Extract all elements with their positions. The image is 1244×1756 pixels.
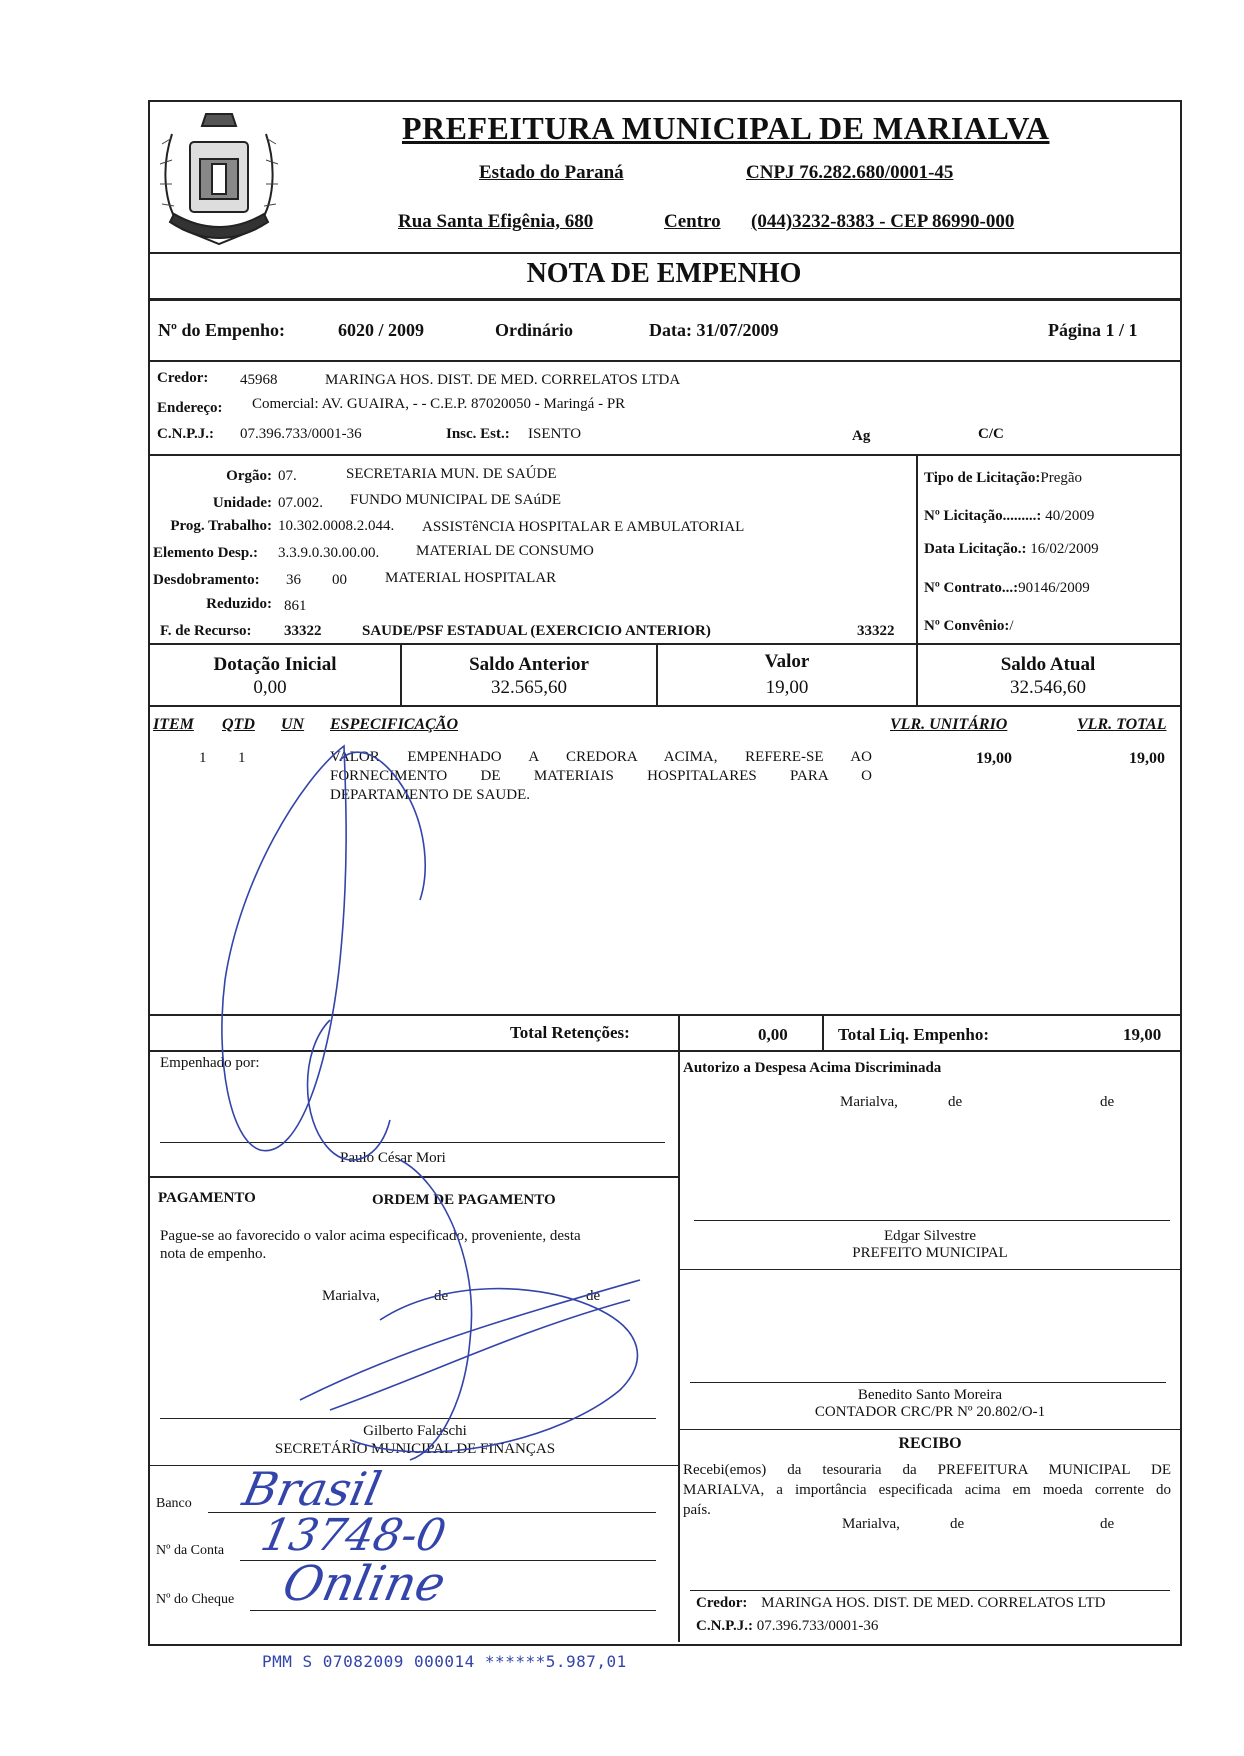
state-name: Estado do Paraná [479, 162, 624, 183]
tipo-licitacao-value: Pregão [1040, 470, 1083, 486]
autorizo-de-2: de [1100, 1094, 1115, 1110]
divider [678, 1014, 680, 1050]
numero-convenio [924, 618, 1014, 635]
pagamento-text-2: nota de empenho. [160, 1246, 267, 1262]
total-liquido-label: Total Liq. Empenho: [838, 1025, 989, 1044]
divider [148, 1050, 1180, 1052]
divider [916, 454, 918, 644]
recibo-cnpj [696, 1618, 878, 1635]
prog-trabalho-name: ASSISTêNCIA HOSPITALAR E AMBULATORIAL [422, 519, 745, 535]
item-desc-line-1: VALOR EMPENHADO A CREDORA ACIMA, REFERE-SE AO [330, 749, 872, 765]
empenho-number: 6020 / 2009 [338, 320, 425, 340]
fonte-recurso-code-2: 33322 [857, 623, 895, 639]
banco-handwritten: Brasil [238, 1462, 386, 1516]
data-licitacao-label: Data Licitação.: [924, 541, 1027, 557]
signature-line [690, 1590, 1170, 1591]
divider [678, 1429, 1180, 1430]
item-qtd: 1 [238, 750, 246, 766]
page-number: Página 1 / 1 [1048, 320, 1138, 340]
tipo-licitacao [924, 470, 1082, 487]
conta-handwritten: 13748-0 [256, 1510, 451, 1561]
divider [148, 1014, 1180, 1016]
numero-licitacao-label: Nº Licitação.........: [924, 508, 1042, 524]
insc-label: Insc. Est.: [446, 426, 510, 442]
desdobramento-subcode: 00 [332, 572, 347, 588]
saldo-atual-label: Saldo Atual [1000, 654, 1096, 675]
divider [678, 1269, 1180, 1270]
item-desc-line-3: DEPARTAMENTO DE SAUDE. [330, 787, 530, 803]
banco-label: Banco [156, 1496, 192, 1511]
numero-licitacao [924, 508, 1094, 525]
credor-label: Credor: [157, 370, 209, 386]
tipo-licitacao-label: Tipo de Licitação: [924, 470, 1041, 486]
pagamento-de-2: de [586, 1288, 601, 1304]
valor-value: 19,00 [765, 677, 809, 698]
footer-stamp: PMM S 07082009 000014 ******5.987,01 [262, 1652, 627, 1671]
ordem-pagamento-label: ORDEM DE PAGAMENTO [372, 1192, 556, 1208]
numero-convenio-value: / [1009, 618, 1014, 634]
saldo-anterior-label: Saldo Anterior [469, 654, 589, 675]
credor-code: 45968 [240, 372, 278, 388]
data-licitacao [924, 541, 1099, 558]
dotacao-value: 0,00 [253, 677, 287, 698]
unidade-label: Unidade: [212, 495, 272, 511]
valor-label: Valor [764, 651, 810, 672]
document-title: NOTA DE EMPENHO [526, 258, 802, 289]
total-liquido-value: 19,00 [1123, 1025, 1162, 1044]
col-especificacao: ESPECIFICAÇÃO [330, 716, 459, 733]
conta-corrente-label: C/C [978, 426, 1004, 442]
divider [822, 1014, 824, 1050]
pagamento-de-1: de [434, 1288, 449, 1304]
total-retencoes-label: Total Retenções: [510, 1023, 630, 1042]
recibo-text-3: país. [683, 1502, 711, 1518]
municipal-crest-logo [152, 104, 286, 252]
numero-contrato-value: 90146/2009 [1018, 580, 1090, 596]
item-number: 1 [199, 750, 207, 766]
autorizo-despesa: Autorizo a Despesa Acima Discriminada [683, 1060, 942, 1076]
recibo-marialva: Marialva, [842, 1516, 900, 1532]
orgao-code: 07. [278, 468, 297, 484]
recibo-cnpj-label: C.N.P.J.: [696, 1618, 753, 1634]
page-title: PREFEITURA MUNICIPAL DE MARIALVA [402, 110, 1050, 146]
numero-licitacao-value: 40/2009 [1045, 508, 1095, 524]
divider [148, 360, 1180, 362]
divider [148, 643, 1180, 645]
recibo-title: RECIBO [898, 1435, 962, 1452]
recibo-text-2: MARIALVA, a importância especificada acima em moeda corrente do [683, 1482, 1171, 1498]
saldo-anterior-value: 32.565,60 [491, 677, 567, 698]
recibo-text-1: Recebi(emos) da tesouraria da PREFEITURA MUNICIPAL DE [683, 1462, 1171, 1478]
signature-line [694, 1220, 1170, 1221]
empenho-date: Data: 31/07/2009 [649, 320, 779, 340]
elemento-label: Elemento Desp.: [153, 545, 258, 561]
signature-line [160, 1418, 656, 1419]
contador-cargo: CONTADOR CRC/PR Nº 20.802/O-1 [814, 1404, 1046, 1420]
total-retencoes-value: 0,00 [758, 1025, 788, 1044]
fonte-recurso-label: F. de Recurso: [160, 623, 252, 639]
signature-line [160, 1142, 665, 1143]
recibo-de-1: de [950, 1516, 965, 1532]
insc-value: ISENTO [528, 426, 582, 442]
col-qtd: QTD [222, 716, 255, 733]
cnpj-value: 07.396.733/0001-36 [240, 426, 362, 442]
header-cnpj: CNPJ 76.282.680/0001-45 [746, 162, 954, 183]
fonte-recurso-code: 33322 [284, 623, 322, 639]
recibo-credor [696, 1595, 1105, 1612]
divider [148, 454, 1180, 456]
data-licitacao-value: 16/02/2009 [1030, 541, 1099, 557]
elemento-name: MATERIAL DE CONSUMO [416, 543, 594, 559]
orgao-name: SECRETARIA MUN. DE SAÚDE [346, 466, 557, 482]
divider [148, 298, 1180, 301]
conta-label: Nº da Conta [156, 1543, 225, 1558]
header-address: Rua Santa Efigênia, 680 [398, 211, 594, 232]
cheque-label: Nº do Cheque [156, 1592, 235, 1607]
autorizo-de-1: de [948, 1094, 963, 1110]
col-un: UN [281, 716, 305, 733]
desdobramento-name: MATERIAL HOSPITALAR [385, 570, 557, 586]
cnpj-label: C.N.P.J.: [157, 426, 214, 442]
divider [148, 1465, 678, 1466]
orgao-label: Orgão: [226, 468, 272, 484]
divider [678, 1050, 680, 1642]
numero-convenio-label: Nº Convênio: [924, 618, 1010, 634]
empenhado-por-name: Paulo César Mori [340, 1150, 446, 1166]
secretario-name: Gilberto Falaschi [363, 1423, 467, 1439]
dotacao-label: Dotação Inicial [213, 654, 337, 675]
recibo-de-2: de [1100, 1516, 1115, 1532]
credor-name: MARINGA HOS. DIST. DE MED. CORRELATOS LTDA [325, 372, 681, 388]
divider [148, 705, 1180, 707]
numero-contrato [924, 580, 1090, 597]
recibo-credor-name: MARINGA HOS. DIST. DE MED. CORRELATOS LTD [761, 1595, 1106, 1611]
header-district: Centro [664, 211, 721, 232]
item-valor-total: 19,00 [1129, 750, 1165, 767]
secretario-cargo: SECRETÁRIO MUNICIPAL DE FINANÇAS [274, 1441, 556, 1457]
item-valor-unitario: 19,00 [976, 750, 1012, 767]
autorizo-marialva: Marialva, [840, 1094, 898, 1110]
pagamento-text-1: Pague-se ao favorecido o valor acima especificado, proveniente, desta [160, 1228, 581, 1244]
desdobramento-label: Desdobramento: [153, 572, 260, 588]
desdobramento-code: 36 [286, 572, 301, 588]
prefeito-name: Edgar Silvestre [883, 1228, 977, 1244]
recibo-credor-label: Credor: [696, 1595, 748, 1611]
agencia-label: Ag [852, 428, 871, 444]
unidade-code: 07.002. [278, 495, 323, 511]
col-valor-unitario: VLR. UNITÁRIO [890, 716, 1008, 733]
divider [148, 1176, 678, 1178]
fonte-recurso-name: SAUDE/PSF ESTADUAL (EXERCICIO ANTERIOR) [362, 623, 711, 639]
numero-contrato-label: Nº Contrato...: [924, 580, 1019, 596]
divider [148, 252, 1180, 254]
reduzido-value: 861 [284, 598, 307, 614]
item-desc-line-2: FORNECIMENTO DE MATERIAIS HOSPITALARES PARA O [330, 768, 872, 784]
unidade-name: FUNDO MUNICIPAL DE SAúDE [350, 492, 561, 508]
col-valor-total: VLR. TOTAL [1077, 716, 1167, 733]
prog-trabalho-label: Prog. Trabalho: [170, 518, 272, 534]
col-item: ITEM [153, 716, 194, 733]
empenho-type: Ordinário [495, 320, 574, 340]
saldo-atual-value: 32.546,60 [1010, 677, 1086, 698]
endereco-value: Comercial: AV. GUAIRA, - - C.E.P. 87020050 - Maringá - PR [252, 396, 626, 412]
empenho-number-label: Nº do Empenho: [158, 320, 285, 340]
recibo-cnpj-value: 07.396.733/0001-36 [756, 1618, 879, 1634]
prefeito-cargo: PREFEITO MUNICIPAL [852, 1245, 1008, 1261]
endereco-label: Endereço: [157, 400, 223, 416]
reduzido-label: Reduzido: [206, 596, 272, 612]
prog-trabalho-code: 10.302.0008.2.044. [278, 518, 395, 534]
signature-line [690, 1382, 1166, 1383]
empenhado-por-label: Empenhado por: [160, 1055, 260, 1071]
header-phone-cep: (044)3232-8383 - CEP 86990-000 [751, 211, 1015, 232]
pagamento-label: PAGAMENTO [158, 1190, 256, 1206]
contador-name: Benedito Santo Moreira [857, 1387, 1003, 1403]
cheque-handwritten: Online [278, 1556, 451, 1612]
pagamento-marialva: Marialva, [322, 1288, 380, 1304]
elemento-code: 3.3.9.0.30.00.00. [278, 545, 380, 561]
